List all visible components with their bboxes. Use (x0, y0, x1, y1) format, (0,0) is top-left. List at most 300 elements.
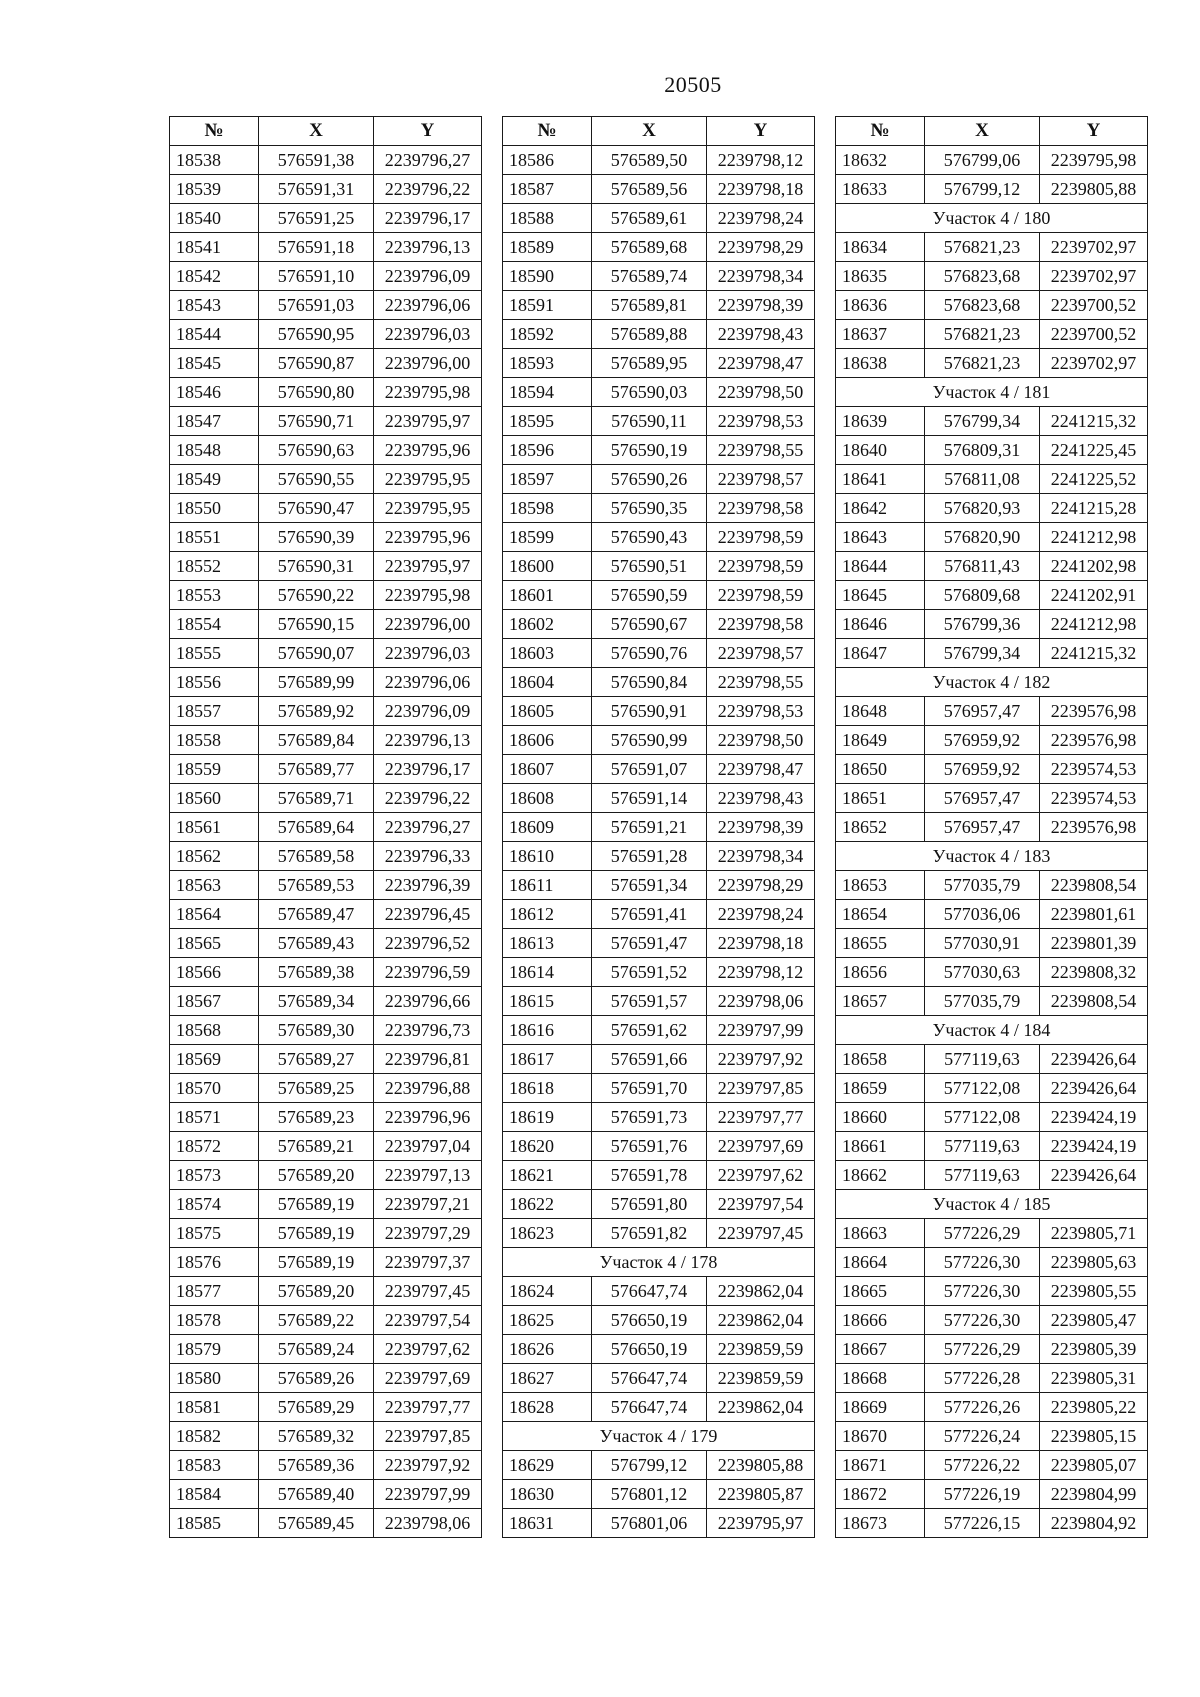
table-row (836, 1451, 1148, 1480)
point-number-cell: 18608 (503, 784, 592, 813)
point-number-cell: 18598 (503, 494, 592, 523)
table-row (836, 1132, 1148, 1161)
y-coordinate-cell: 2241225,45 (1040, 436, 1148, 465)
x-coordinate-cell: 576591,47 (592, 929, 707, 958)
y-coordinate-cell: 2239798,24 (707, 900, 815, 929)
x-coordinate-cell: 576589,23 (259, 1103, 374, 1132)
header-x: X (925, 117, 1040, 146)
point-number-cell: 18596 (503, 436, 592, 465)
point-number-cell: 18555 (170, 639, 259, 668)
table-row (503, 320, 815, 349)
y-coordinate-cell: 2239796,73 (374, 1016, 482, 1045)
point-number-cell: 18602 (503, 610, 592, 639)
x-coordinate-cell: 576647,74 (592, 1393, 707, 1422)
table-row (503, 262, 815, 291)
x-coordinate-cell: 576589,95 (592, 349, 707, 378)
table-row (170, 436, 482, 465)
y-coordinate-cell: 2239805,88 (707, 1451, 815, 1480)
point-number-cell: 18581 (170, 1393, 259, 1422)
point-number-cell: 18606 (503, 726, 592, 755)
y-coordinate-cell: 2241212,98 (1040, 523, 1148, 552)
y-coordinate-cell: 2239862,04 (707, 1277, 815, 1306)
point-number-cell: 18571 (170, 1103, 259, 1132)
point-number-cell: 18646 (836, 610, 925, 639)
point-number-cell: 18559 (170, 755, 259, 784)
header-number: № (836, 117, 925, 146)
table-row (836, 1480, 1148, 1509)
y-coordinate-cell: 2239798,24 (707, 204, 815, 233)
table-row (836, 407, 1148, 436)
y-coordinate-cell: 2239795,97 (374, 552, 482, 581)
y-coordinate-cell: 2239797,99 (374, 1480, 482, 1509)
y-coordinate-cell: 2239796,39 (374, 871, 482, 900)
y-coordinate-cell: 2239798,34 (707, 262, 815, 291)
point-number-cell: 18604 (503, 668, 592, 697)
x-coordinate-cell: 576590,47 (259, 494, 374, 523)
x-coordinate-cell: 576589,34 (259, 987, 374, 1016)
y-coordinate-cell: 2239796,66 (374, 987, 482, 1016)
y-coordinate-cell: 2239798,50 (707, 726, 815, 755)
x-coordinate-cell: 576799,34 (925, 639, 1040, 668)
table-row (170, 1422, 482, 1451)
table-row (503, 1161, 815, 1190)
x-coordinate-cell: 576589,61 (592, 204, 707, 233)
coordinates-table-3 (835, 116, 1148, 1538)
point-number-cell: 18670 (836, 1422, 925, 1451)
y-coordinate-cell: 2239808,54 (1040, 871, 1148, 900)
table-row (836, 1103, 1148, 1132)
point-number-cell: 18591 (503, 291, 592, 320)
y-coordinate-cell: 2239796,81 (374, 1045, 482, 1074)
point-number-cell: 18613 (503, 929, 592, 958)
x-coordinate-cell: 576809,31 (925, 436, 1040, 465)
x-coordinate-cell: 576589,19 (259, 1190, 374, 1219)
y-coordinate-cell: 2239798,34 (707, 842, 815, 871)
x-coordinate-cell: 576589,20 (259, 1161, 374, 1190)
x-coordinate-cell: 577122,08 (925, 1074, 1040, 1103)
y-coordinate-cell: 2239796,03 (374, 320, 482, 349)
table-row (170, 610, 482, 639)
point-number-cell: 18549 (170, 465, 259, 494)
table-row (170, 1074, 482, 1103)
point-number-cell: 18668 (836, 1364, 925, 1393)
x-coordinate-cell: 576589,53 (259, 871, 374, 900)
table-row (836, 1219, 1148, 1248)
y-coordinate-cell: 2239798,59 (707, 523, 815, 552)
table-row (170, 175, 482, 204)
y-coordinate-cell: 2239797,92 (374, 1451, 482, 1480)
x-coordinate-cell: 577119,63 (925, 1161, 1040, 1190)
y-coordinate-cell: 2241215,28 (1040, 494, 1148, 523)
y-coordinate-cell: 2239805,88 (1040, 175, 1148, 204)
x-coordinate-cell: 576591,03 (259, 291, 374, 320)
y-coordinate-cell: 2239859,59 (707, 1364, 815, 1393)
point-number-cell: 18669 (836, 1393, 925, 1422)
point-number-cell: 18592 (503, 320, 592, 349)
point-number-cell: 18617 (503, 1045, 592, 1074)
table-row (503, 987, 815, 1016)
point-number-cell: 18542 (170, 262, 259, 291)
point-number-cell: 18629 (503, 1451, 592, 1480)
table-row (170, 755, 482, 784)
x-coordinate-cell: 576589,84 (259, 726, 374, 755)
y-coordinate-cell: 2241212,98 (1040, 610, 1148, 639)
x-coordinate-cell: 577226,24 (925, 1422, 1040, 1451)
x-coordinate-cell: 576591,14 (592, 784, 707, 813)
x-coordinate-cell: 576589,45 (259, 1509, 374, 1538)
x-coordinate-cell: 576591,62 (592, 1016, 707, 1045)
point-number-cell: 18587 (503, 175, 592, 204)
point-number-cell: 18631 (503, 1509, 592, 1538)
table-row (170, 407, 482, 436)
y-coordinate-cell: 2239808,32 (1040, 958, 1148, 987)
table-row (503, 1045, 815, 1074)
point-number-cell: 18563 (170, 871, 259, 900)
table-row (503, 1277, 815, 1306)
x-coordinate-cell: 576799,12 (592, 1451, 707, 1480)
point-number-cell: 18657 (836, 987, 925, 1016)
point-number-cell: 18564 (170, 900, 259, 929)
y-coordinate-cell: 2239797,21 (374, 1190, 482, 1219)
table-row (503, 900, 815, 929)
x-coordinate-cell: 576591,82 (592, 1219, 707, 1248)
point-number-cell: 18647 (836, 639, 925, 668)
table-row (836, 146, 1148, 175)
x-coordinate-cell: 576589,81 (592, 291, 707, 320)
table-row (170, 639, 482, 668)
table-row (503, 842, 815, 871)
table-row (170, 378, 482, 407)
x-coordinate-cell: 576589,74 (592, 262, 707, 291)
y-coordinate-cell: 2239576,98 (1040, 697, 1148, 726)
point-number-cell: 18658 (836, 1045, 925, 1074)
point-number-cell: 18545 (170, 349, 259, 378)
point-number-cell: 18550 (170, 494, 259, 523)
y-coordinate-cell: 2239797,62 (707, 1161, 815, 1190)
point-number-cell: 18667 (836, 1335, 925, 1364)
section-title: Участок 4 / 184 (836, 1016, 1148, 1045)
table-row (503, 1335, 815, 1364)
x-coordinate-cell: 576589,71 (259, 784, 374, 813)
y-coordinate-cell: 2239795,98 (374, 378, 482, 407)
table-row (170, 1248, 482, 1277)
x-coordinate-cell: 577226,30 (925, 1277, 1040, 1306)
table-row (503, 726, 815, 755)
table-row (170, 1335, 482, 1364)
point-number-cell: 18584 (170, 1480, 259, 1509)
y-coordinate-cell: 2239805,47 (1040, 1306, 1148, 1335)
point-number-cell: 18614 (503, 958, 592, 987)
point-number-cell: 18551 (170, 523, 259, 552)
x-coordinate-cell: 576591,76 (592, 1132, 707, 1161)
table-row (503, 146, 815, 175)
x-coordinate-cell: 576589,24 (259, 1335, 374, 1364)
y-coordinate-cell: 2239797,54 (707, 1190, 815, 1219)
x-coordinate-cell: 576589,19 (259, 1248, 374, 1277)
point-number-cell: 18650 (836, 755, 925, 784)
y-coordinate-cell: 2239798,18 (707, 929, 815, 958)
y-coordinate-cell: 2239797,85 (707, 1074, 815, 1103)
point-number-cell: 18648 (836, 697, 925, 726)
y-coordinate-cell: 2239424,19 (1040, 1132, 1148, 1161)
y-coordinate-cell: 2239702,97 (1040, 262, 1148, 291)
table-row (503, 1103, 815, 1132)
table-row (836, 581, 1148, 610)
y-coordinate-cell: 2241225,52 (1040, 465, 1148, 494)
y-coordinate-cell: 2239797,69 (374, 1364, 482, 1393)
point-number-cell: 18665 (836, 1277, 925, 1306)
y-coordinate-cell: 2239576,98 (1040, 813, 1148, 842)
table-row (503, 494, 815, 523)
table-header-row (170, 117, 482, 146)
point-number-cell: 18673 (836, 1509, 925, 1538)
y-coordinate-cell: 2239798,59 (707, 552, 815, 581)
x-coordinate-cell: 576591,31 (259, 175, 374, 204)
table-row (836, 1306, 1148, 1335)
x-coordinate-cell: 576589,56 (592, 175, 707, 204)
table-row (503, 1074, 815, 1103)
point-number-cell: 18605 (503, 697, 592, 726)
point-number-cell: 18616 (503, 1016, 592, 1045)
section-title: Участок 4 / 181 (836, 378, 1148, 407)
point-number-cell: 18589 (503, 233, 592, 262)
table-row (503, 1219, 815, 1248)
y-coordinate-cell: 2239424,19 (1040, 1103, 1148, 1132)
y-coordinate-cell: 2241202,98 (1040, 552, 1148, 581)
point-number-cell: 18538 (170, 146, 259, 175)
point-number-cell: 18583 (170, 1451, 259, 1480)
x-coordinate-cell: 577035,79 (925, 871, 1040, 900)
point-number-cell: 18593 (503, 349, 592, 378)
section-title: Участок 4 / 178 (503, 1248, 815, 1277)
point-number-cell: 18590 (503, 262, 592, 291)
x-coordinate-cell: 576590,22 (259, 581, 374, 610)
table-row (503, 581, 815, 610)
y-coordinate-cell: 2239426,64 (1040, 1045, 1148, 1074)
y-coordinate-cell: 2239797,69 (707, 1132, 815, 1161)
x-coordinate-cell: 576959,92 (925, 726, 1040, 755)
point-number-cell: 18568 (170, 1016, 259, 1045)
x-coordinate-cell: 576589,92 (259, 697, 374, 726)
point-number-cell: 18636 (836, 291, 925, 320)
x-coordinate-cell: 576590,19 (592, 436, 707, 465)
table-row (170, 581, 482, 610)
y-coordinate-cell: 2239700,52 (1040, 291, 1148, 320)
table-row (170, 958, 482, 987)
table-row (170, 987, 482, 1016)
y-coordinate-cell: 2239798,57 (707, 465, 815, 494)
y-coordinate-cell: 2239700,52 (1040, 320, 1148, 349)
table-row (836, 320, 1148, 349)
x-coordinate-cell: 577226,29 (925, 1335, 1040, 1364)
page-number: 20505 (664, 72, 722, 97)
table-row (503, 291, 815, 320)
table-row (836, 1074, 1148, 1103)
table-row (170, 1277, 482, 1306)
table-row (170, 233, 482, 262)
point-number-cell: 18601 (503, 581, 592, 610)
point-number-cell: 18610 (503, 842, 592, 871)
x-coordinate-cell: 577226,30 (925, 1248, 1040, 1277)
point-number-cell: 18586 (503, 146, 592, 175)
x-coordinate-cell: 577036,06 (925, 900, 1040, 929)
x-coordinate-cell: 576591,70 (592, 1074, 707, 1103)
x-coordinate-cell: 576589,50 (592, 146, 707, 175)
y-coordinate-cell: 2239797,45 (707, 1219, 815, 1248)
y-coordinate-cell: 2239798,06 (707, 987, 815, 1016)
y-coordinate-cell: 2239798,59 (707, 581, 815, 610)
point-number-cell: 18558 (170, 726, 259, 755)
y-coordinate-cell: 2239798,57 (707, 639, 815, 668)
point-number-cell: 18652 (836, 813, 925, 842)
table-row (170, 1306, 482, 1335)
x-coordinate-cell: 576809,68 (925, 581, 1040, 610)
y-coordinate-cell: 2239798,12 (707, 146, 815, 175)
point-number-cell: 18626 (503, 1335, 592, 1364)
x-coordinate-cell: 576799,06 (925, 146, 1040, 175)
section-title: Участок 4 / 183 (836, 842, 1148, 871)
x-coordinate-cell: 576820,93 (925, 494, 1040, 523)
point-number-cell: 18639 (836, 407, 925, 436)
x-coordinate-cell: 576590,63 (259, 436, 374, 465)
x-coordinate-cell: 577226,22 (925, 1451, 1040, 1480)
x-coordinate-cell: 576591,66 (592, 1045, 707, 1074)
point-number-cell: 18554 (170, 610, 259, 639)
x-coordinate-cell: 576590,87 (259, 349, 374, 378)
y-coordinate-cell: 2239795,95 (374, 465, 482, 494)
y-coordinate-cell: 2239796,22 (374, 784, 482, 813)
y-coordinate-cell: 2239805,31 (1040, 1364, 1148, 1393)
x-coordinate-cell: 576591,41 (592, 900, 707, 929)
point-number-cell: 18548 (170, 436, 259, 465)
section-row (836, 1190, 1148, 1219)
coordinates-table-2 (502, 116, 815, 1538)
y-coordinate-cell: 2239862,04 (707, 1393, 815, 1422)
table-row (836, 1422, 1148, 1451)
y-coordinate-cell: 2241202,91 (1040, 581, 1148, 610)
table-row (170, 1161, 482, 1190)
table-row (836, 755, 1148, 784)
x-coordinate-cell: 576591,18 (259, 233, 374, 262)
section-title: Участок 4 / 185 (836, 1190, 1148, 1219)
header-x: X (259, 117, 374, 146)
table-header-row (836, 117, 1148, 146)
point-number-cell: 18541 (170, 233, 259, 262)
point-number-cell: 18660 (836, 1103, 925, 1132)
point-number-cell: 18594 (503, 378, 592, 407)
table-row (503, 1306, 815, 1335)
table-row (836, 1393, 1148, 1422)
point-number-cell: 18572 (170, 1132, 259, 1161)
x-coordinate-cell: 576590,80 (259, 378, 374, 407)
table-row (836, 697, 1148, 726)
table-row (503, 1132, 815, 1161)
y-coordinate-cell: 2239805,15 (1040, 1422, 1148, 1451)
x-coordinate-cell: 576589,26 (259, 1364, 374, 1393)
x-coordinate-cell: 576589,29 (259, 1393, 374, 1422)
header-x: X (592, 117, 707, 146)
x-coordinate-cell: 576801,12 (592, 1480, 707, 1509)
x-coordinate-cell: 576650,19 (592, 1306, 707, 1335)
point-number-cell: 18611 (503, 871, 592, 900)
table-row (503, 871, 815, 900)
table-row (503, 784, 815, 813)
x-coordinate-cell: 577119,63 (925, 1045, 1040, 1074)
y-coordinate-cell: 2239798,55 (707, 436, 815, 465)
point-number-cell: 18547 (170, 407, 259, 436)
x-coordinate-cell: 577226,28 (925, 1364, 1040, 1393)
table-row (170, 1016, 482, 1045)
y-coordinate-cell: 2239795,97 (374, 407, 482, 436)
x-coordinate-cell: 576590,95 (259, 320, 374, 349)
point-number-cell: 18653 (836, 871, 925, 900)
point-number-cell: 18565 (170, 929, 259, 958)
y-coordinate-cell: 2239795,96 (374, 436, 482, 465)
section-row (836, 378, 1148, 407)
x-coordinate-cell: 576591,73 (592, 1103, 707, 1132)
point-number-cell: 18625 (503, 1306, 592, 1335)
y-coordinate-cell: 2239805,22 (1040, 1393, 1148, 1422)
x-coordinate-cell: 576959,92 (925, 755, 1040, 784)
y-coordinate-cell: 2239804,99 (1040, 1480, 1148, 1509)
y-coordinate-cell: 2239797,62 (374, 1335, 482, 1364)
point-number-cell: 18607 (503, 755, 592, 784)
x-coordinate-cell: 576801,06 (592, 1509, 707, 1538)
y-coordinate-cell: 2239795,96 (374, 523, 482, 552)
x-coordinate-cell: 576647,74 (592, 1364, 707, 1393)
table-row (170, 929, 482, 958)
table-row (503, 204, 815, 233)
table-row (836, 1509, 1148, 1538)
header-y: Y (1040, 117, 1148, 146)
y-coordinate-cell: 2239796,27 (374, 813, 482, 842)
table-row (836, 175, 1148, 204)
y-coordinate-cell: 2239796,06 (374, 291, 482, 320)
point-number-cell: 18566 (170, 958, 259, 987)
x-coordinate-cell: 576591,21 (592, 813, 707, 842)
y-coordinate-cell: 2239796,00 (374, 610, 482, 639)
point-number-cell: 18615 (503, 987, 592, 1016)
y-coordinate-cell: 2239798,58 (707, 494, 815, 523)
table-row (836, 1335, 1148, 1364)
x-coordinate-cell: 576589,47 (259, 900, 374, 929)
x-coordinate-cell: 576590,15 (259, 610, 374, 639)
x-coordinate-cell: 576591,28 (592, 842, 707, 871)
x-coordinate-cell: 576799,12 (925, 175, 1040, 204)
y-coordinate-cell: 2239796,52 (374, 929, 482, 958)
point-number-cell: 18623 (503, 1219, 592, 1248)
header-y: Y (374, 117, 482, 146)
table-row (170, 842, 482, 871)
y-coordinate-cell: 2239796,59 (374, 958, 482, 987)
y-coordinate-cell: 2239797,13 (374, 1161, 482, 1190)
x-coordinate-cell: 576589,19 (259, 1219, 374, 1248)
table-row (170, 1045, 482, 1074)
y-coordinate-cell: 2239805,39 (1040, 1335, 1148, 1364)
x-coordinate-cell: 577030,63 (925, 958, 1040, 987)
x-coordinate-cell: 576957,47 (925, 697, 1040, 726)
point-number-cell: 18649 (836, 726, 925, 755)
table-row (836, 813, 1148, 842)
point-number-cell: 18560 (170, 784, 259, 813)
x-coordinate-cell: 576589,32 (259, 1422, 374, 1451)
table-row (170, 204, 482, 233)
x-coordinate-cell: 576821,23 (925, 233, 1040, 262)
point-number-cell: 18569 (170, 1045, 259, 1074)
y-coordinate-cell: 2239798,50 (707, 378, 815, 407)
y-coordinate-cell: 2239796,06 (374, 668, 482, 697)
y-coordinate-cell: 2239796,17 (374, 755, 482, 784)
